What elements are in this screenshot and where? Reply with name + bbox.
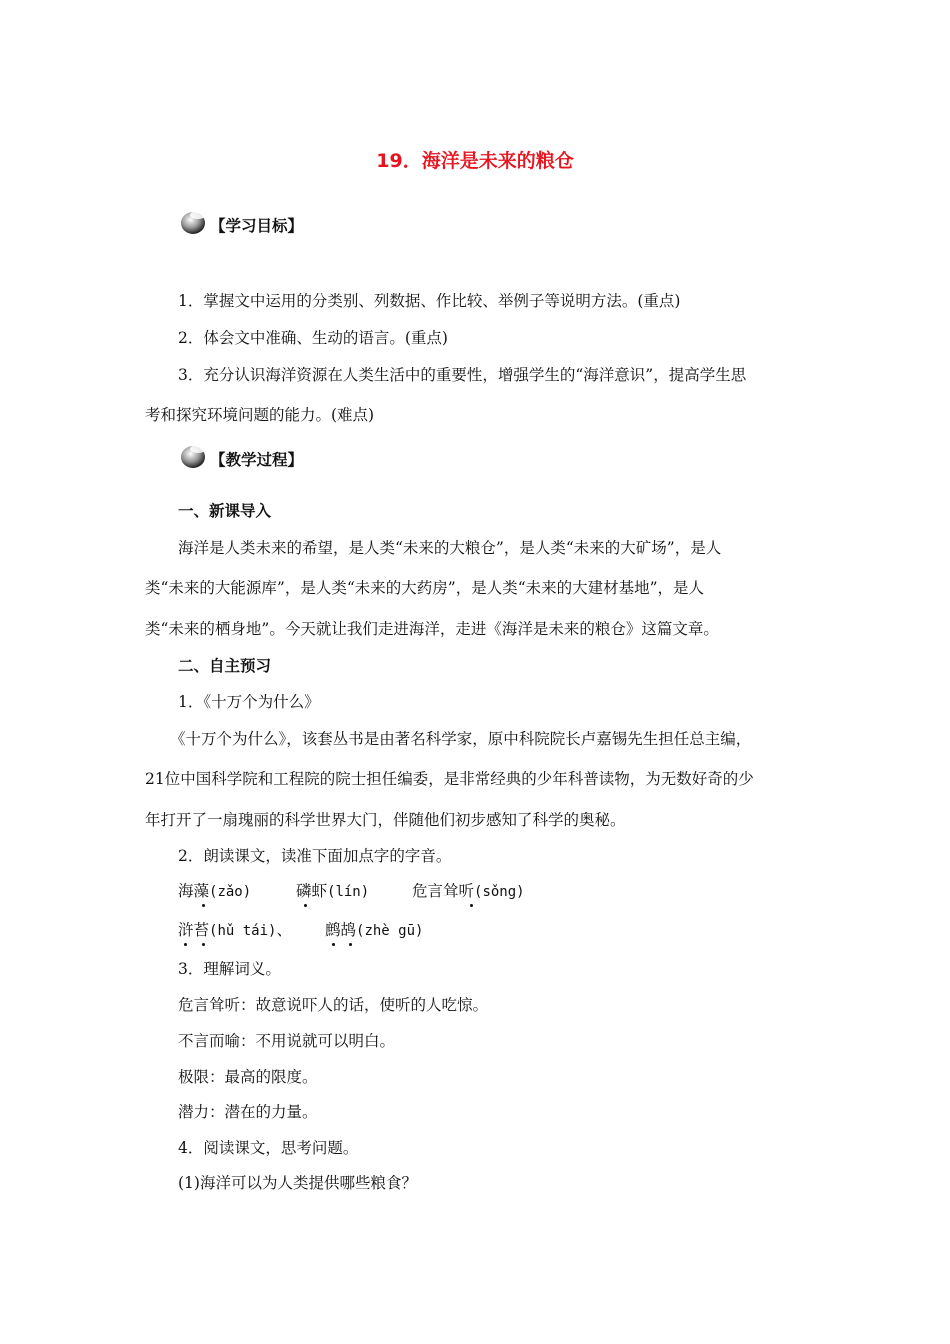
goal-item-2: 2．体会文中准确、生动的语言。(重点) — [178, 329, 448, 347]
vocab-item-4: 潜力：潜在的力量。 — [178, 1103, 318, 1121]
book-line-3: 年打开了一扇瑰丽的科学世界大门，伴随他们初步感知了科学的奥秘。 — [145, 811, 626, 829]
emphasis-dot — [349, 943, 352, 946]
preview-title: 二、自主预习 — [178, 657, 272, 675]
emphasis-dot — [304, 904, 307, 907]
pron-row-1 — [178, 881, 251, 902]
emphasis-dot — [184, 943, 187, 946]
process-heading-label: 【教学过程】 — [210, 451, 304, 469]
goal-item-3: 3．充分认识海洋资源在人类生活中的重要性，增强学生的“海洋意识”，提高学生思 — [178, 366, 747, 384]
intro-line-2: 类“未来的大能源库”，是人类“未来的大药房”，是人类“未来的大建材基地”，是人 — [145, 579, 705, 597]
intro-title: 一、新课导入 — [178, 502, 272, 520]
vocab-item-1: 危言耸听：故意说吓人的话，使听的人吃惊。 — [178, 996, 489, 1014]
emphasis-dot — [202, 943, 205, 946]
pron-word: 浒苔 — [178, 921, 210, 939]
sphere-bullet-icon — [178, 206, 208, 236]
vocab-item-2: 不言而喻：不用说就可以明白。 — [178, 1032, 396, 1050]
pron-row-2 — [178, 920, 292, 941]
book-line-2: 21位中国科学院和工程院的院士担任编委，是非常经典的少年科普读物，为无数好奇的少 — [145, 770, 754, 788]
book-title: 1．《十万个为什么》 — [178, 693, 320, 711]
vocab-title: 3．理解词义。 — [178, 960, 281, 978]
intro-line-3: 类“未来的栖身地”。今天就让我们走进海洋，走进《海洋是未来的粮仓》这篇文章。 — [145, 620, 719, 638]
pron-pinyin: (zǎo) — [209, 884, 252, 900]
pron-separator: 、 — [276, 921, 292, 939]
vocab-item-3: 极限：最高的限度。 — [178, 1068, 318, 1086]
read-title: 2．朗读课文，读准下面加点字的字音。 — [178, 847, 452, 865]
emphasis-dot — [470, 904, 473, 907]
goals-heading-label: 【学习目标】 — [210, 217, 304, 235]
process-heading — [178, 440, 303, 470]
page-title: 19．海洋是未来的粮仓 — [376, 150, 574, 172]
pron-pinyin: (lín) — [327, 884, 370, 900]
intro-line-1: 海洋是人类未来的希望，是人类“未来的大粮仓”，是人类“未来的大矿场”，是人 — [178, 539, 722, 557]
pron-pinyin: (sǒng) — [474, 884, 525, 900]
pron-row-1b — [296, 881, 369, 902]
pron-pinyin: (zhè gū) — [356, 923, 424, 939]
pron-word: 鹧鸪 — [325, 921, 357, 939]
pron-row-1c — [412, 881, 525, 902]
sphere-bullet-icon — [178, 440, 208, 470]
pron-pinyin: (hǔ tái) — [209, 923, 277, 939]
question-1: (1)海洋可以为人类提供哪些粮食？ — [178, 1174, 417, 1192]
goals-heading — [178, 206, 303, 236]
goal-item-3-cont: 考和探究环境问题的能力。(难点) — [145, 406, 375, 424]
pron-word: 磷虾 — [296, 882, 328, 900]
pron-word: 危言耸听 — [412, 882, 475, 900]
pron-word: 海藻 — [178, 882, 210, 900]
pron-row-2b — [325, 920, 423, 941]
question-title: 4．阅读课文，思考问题。 — [178, 1139, 359, 1157]
emphasis-dot — [332, 943, 335, 946]
book-line-1: 《十万个为什么》，该套丛书是由著名科学家，原中科院院长卢嘉锡先生担任总主编， — [170, 730, 752, 748]
goal-item-1: 1．掌握文中运用的分类别、列数据、作比较、举例子等说明方法。(重点) — [178, 292, 681, 310]
emphasis-dot — [202, 904, 205, 907]
